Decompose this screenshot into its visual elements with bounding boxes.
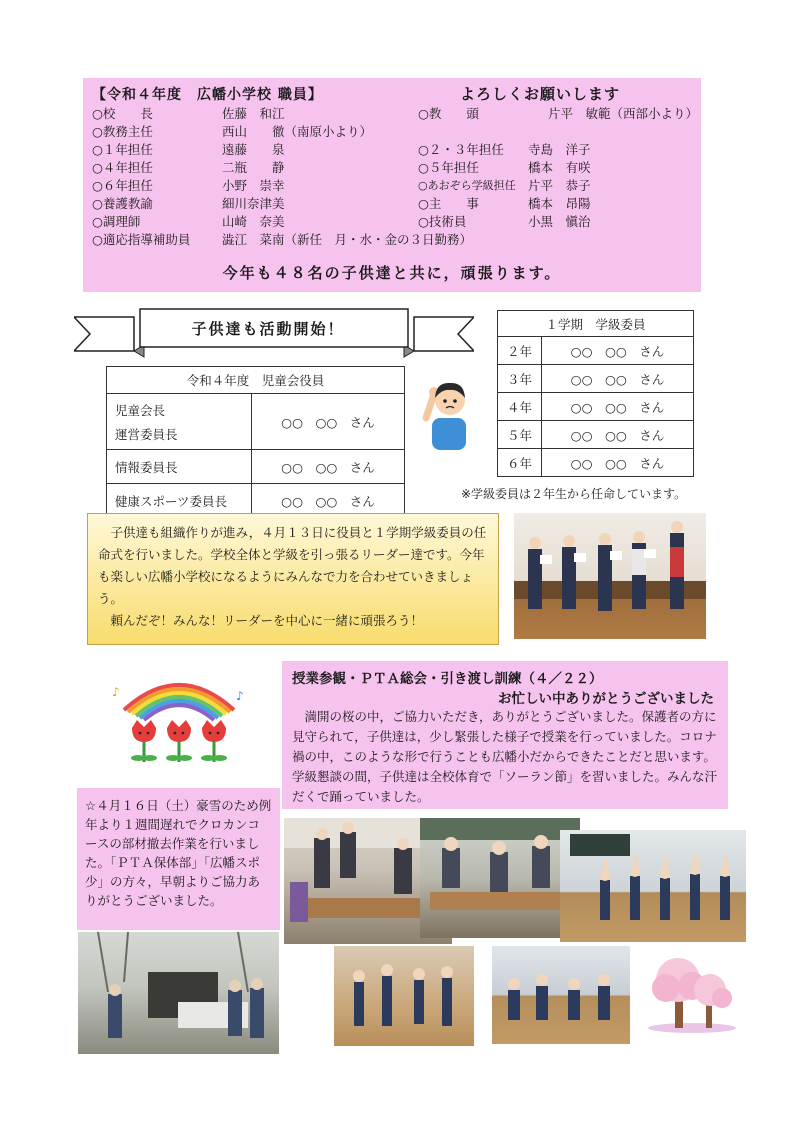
staff-footer: 今年も４８名の子供達と共に，頑張ります。	[222, 264, 562, 282]
svg-text:♪: ♪	[236, 689, 244, 703]
leader-message-box: 子供達も組織作りが進み，４月１３日に役員と１学期学級委員の任命式を行いました。学校全体と学級を引っ張るリーダー達です。今年も楽しい広幡小学校になるようにみんなで力を合わせていきましょう。 頼んだぞ！みんな！リーダーを中心に一緒に頑張ろう！	[87, 513, 499, 645]
banner-title: 子供達も活動開始！	[191, 320, 345, 338]
cherry-tree-illustration	[644, 950, 740, 1034]
council-table	[106, 366, 405, 518]
class-reps-header: １学期 学級委員	[498, 311, 694, 337]
table-row: ３年 ○○ ○○ さん	[498, 365, 694, 393]
gym-photo-2	[334, 946, 474, 1046]
classroom-photo-2-scene	[420, 818, 580, 938]
svg-text:♪: ♪	[112, 685, 120, 699]
gym-photo-2-scene	[334, 946, 474, 1046]
table-row: 健康スポーツ委員長 ○○ ○○ さん	[107, 484, 405, 518]
classroom-photo-2	[420, 818, 580, 938]
staff-greeting: よろしくお願いします	[460, 85, 621, 103]
class-reps-table	[497, 310, 694, 477]
snow-removal-note: ☆４月１６日（土）豪雪のため例年より１週間遅れでクロカンコースの部材撤去作業を行いました。「ＰＴＡ保体部」「広幡スポ少」の方々，早朝よりご協力ありがとうございました。	[77, 788, 280, 930]
table-row: ６年 ○○ ○○ さん	[498, 449, 694, 477]
boy-raising-hand-illustration	[418, 374, 478, 458]
volunteer-work-photo-scene	[78, 932, 279, 1054]
gym-dance-photo	[560, 830, 746, 942]
volunteer-work-photo	[78, 932, 279, 1054]
gym-dance-photo-scene	[560, 830, 746, 942]
table-row: ５年 ○○ ○○ さん	[498, 421, 694, 449]
staff-title: 【令和４年度 広幡小学校 職員】	[92, 87, 323, 103]
event-box	[282, 661, 728, 809]
event-body: 満開の桜の中，ご協力いただき，ありがとうございました。保護者の方に見守られて，子供達は，少し緊張した様子で授業を行っていました。コロナ禍の中，このような形で行うことも広幡小だからできたことだと思います。学級懇談の間，子供達は全校体育で「ソーラン節」を習いました。みんな汗だくで踊っていました。	[292, 709, 718, 804]
gym-photo-3	[492, 946, 630, 1044]
event-thanks: お忙しい中ありがとうございました	[498, 691, 714, 707]
class-reps-note: ※学級委員は２年生から任命しています。	[461, 487, 687, 501]
council-header: 令和４年度 児童会役員	[107, 367, 405, 394]
rainbow-tulip-illustration	[104, 670, 254, 770]
table-row: 児童会長 運営委員長 ○○ ○○ さん	[107, 394, 405, 450]
table-row: ２年 ○○ ○○ さん	[498, 337, 694, 365]
table-row: 情報委員長 ○○ ○○ さん	[107, 450, 405, 484]
ceremony-photo	[514, 513, 706, 639]
ceremony-photo-scene	[514, 513, 706, 639]
event-title: 授業参観・ＰＴＡ総会・引き渡し訓練（４／２２）	[292, 671, 603, 687]
gym-photo-3-scene	[492, 946, 630, 1044]
table-row: ４年 ○○ ○○ さん	[498, 393, 694, 421]
